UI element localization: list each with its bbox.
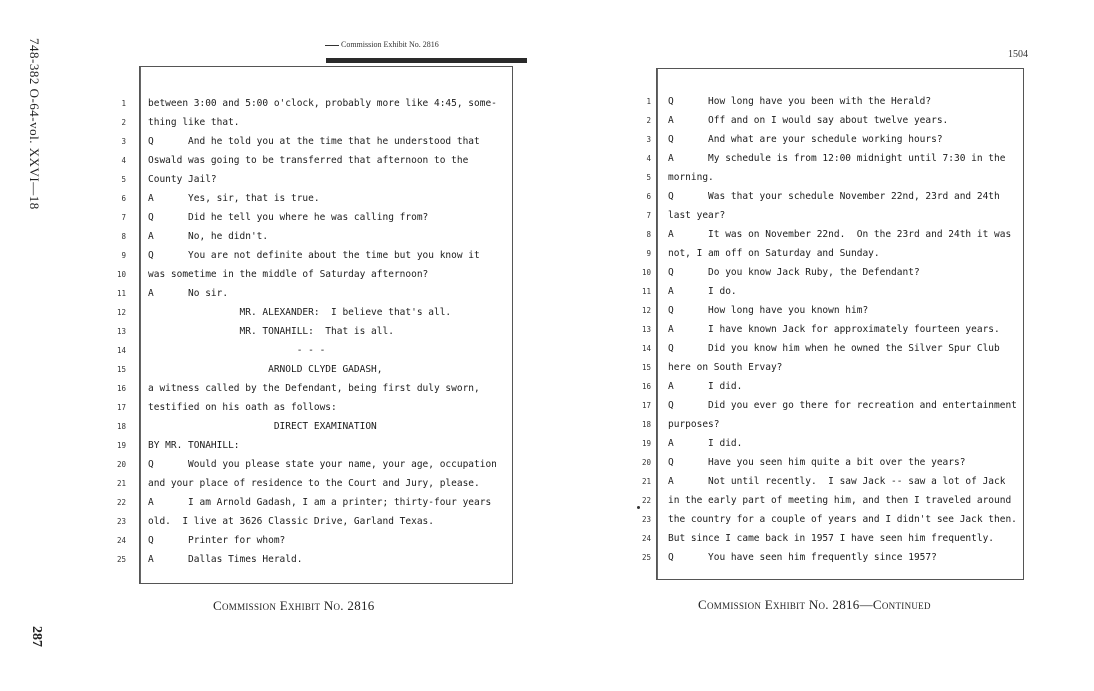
left-page-caption bbox=[213, 598, 375, 614]
transcript-line: old. I live at 3626 Classic Drive, Garland Texas. bbox=[148, 516, 434, 527]
transcript-line: A Not until recently. I saw Jack -- saw a lot of Jack bbox=[668, 476, 1006, 487]
line-number: 9 bbox=[646, 249, 651, 258]
line-number: 16 bbox=[116, 384, 126, 393]
transcript-line: A I am Arnold Gadash, I am a printer; thirty-four years bbox=[148, 497, 492, 508]
transcript-line: last year? bbox=[668, 210, 726, 221]
line-number: 15 bbox=[641, 363, 651, 372]
transcript-line: MR. ALEXANDER: I believe that's all. bbox=[148, 307, 452, 318]
transcript-line: Q You have seen him frequently since 1957? bbox=[668, 552, 937, 563]
volume-margin-note: 748-382 O-64-vol. XXVI—18 bbox=[27, 38, 42, 210]
line-number: 21 bbox=[641, 477, 651, 486]
transcript-line: thing like that. bbox=[148, 117, 240, 128]
transcript-line: BY MR. TONAHILL: bbox=[148, 440, 240, 451]
right-caption-text: Commission Exhibit No. 2816—Continued bbox=[698, 597, 931, 612]
transcript-line: and your place of residence to the Court and Jury, please. bbox=[148, 478, 480, 489]
line-number: 18 bbox=[641, 420, 651, 429]
transcript-line: Q Was that your schedule November 22nd, 23rd and 24th bbox=[668, 191, 1000, 202]
transcript-line: a witness called by the Defendant, being first duly sworn, bbox=[148, 383, 480, 394]
transcript-line: Q How long have you known him? bbox=[668, 305, 869, 316]
line-number: 25 bbox=[116, 555, 126, 564]
line-number: 20 bbox=[116, 460, 126, 469]
transcript-line: between 3:00 and 5:00 o'clock, probably more like 4:45, some- bbox=[148, 98, 497, 109]
transcript-line: ARNOLD CLYDE GADASH, bbox=[148, 364, 383, 375]
transcript-line: Q Did you ever go there for recreation and entertainment bbox=[668, 400, 1017, 411]
transcript-line: A I did. bbox=[668, 438, 743, 449]
left-page-margin-rule bbox=[140, 67, 141, 583]
line-number: 7 bbox=[121, 213, 126, 222]
line-number: 19 bbox=[641, 439, 651, 448]
transcript-line: A No sir. bbox=[148, 288, 229, 299]
line-number: 22 bbox=[641, 496, 651, 505]
margin-mark bbox=[637, 506, 640, 509]
transcript-line: morning. bbox=[668, 172, 714, 183]
line-number: 10 bbox=[641, 268, 651, 277]
line-number: 13 bbox=[116, 327, 126, 336]
line-number: 12 bbox=[116, 308, 126, 317]
right-page-margin-rule bbox=[657, 69, 658, 579]
line-number: 5 bbox=[121, 175, 126, 184]
transcript-line: in the early part of meeting him, and then I traveled around bbox=[668, 495, 1012, 506]
transcript-line: A No, he didn't. bbox=[148, 231, 269, 242]
line-number: 8 bbox=[121, 232, 126, 241]
line-number: 16 bbox=[641, 382, 651, 391]
line-number: 2 bbox=[121, 118, 126, 127]
transcript-line: Q How long have you been with the Herald? bbox=[668, 96, 932, 107]
transcript-line: the country for a couple of years and I didn't see Jack then. bbox=[668, 514, 1017, 525]
transcript-line: DIRECT EXAMINATION bbox=[148, 421, 377, 432]
left-page-header-title: Commission Exhibit No. 2816 bbox=[341, 40, 439, 49]
transcript-line: A I did. bbox=[668, 381, 743, 392]
line-number: 14 bbox=[116, 346, 126, 355]
transcript-line: not, I am off on Saturday and Sunday. bbox=[668, 248, 880, 259]
line-number: 13 bbox=[641, 325, 651, 334]
transcript-line: - - - bbox=[148, 345, 326, 356]
line-number: 15 bbox=[116, 365, 126, 374]
line-number: 18 bbox=[116, 422, 126, 431]
line-number: 9 bbox=[121, 251, 126, 260]
line-number: 4 bbox=[121, 156, 126, 165]
side-page-number: 287 bbox=[29, 626, 44, 647]
line-number: 4 bbox=[646, 154, 651, 163]
line-number: 12 bbox=[641, 306, 651, 315]
line-number: 1 bbox=[121, 99, 126, 108]
transcript-line: Q Printer for whom? bbox=[148, 535, 286, 546]
transcript-line: Q And he told you at the time that he understood that bbox=[148, 136, 480, 147]
line-number: 3 bbox=[646, 135, 651, 144]
transcript-line: Q You are not definite about the time but you know it bbox=[148, 250, 480, 261]
transcript-line: Q And what are your schedule working hours? bbox=[668, 134, 943, 145]
transcript-line: A I do. bbox=[668, 286, 737, 297]
transcript-line: A Dallas Times Herald. bbox=[148, 554, 303, 565]
transcript-line: purposes? bbox=[668, 419, 720, 430]
line-number: 7 bbox=[646, 211, 651, 220]
transcript-line: A My schedule is from 12:00 midnight until 7:30 in the bbox=[668, 153, 1006, 164]
line-number: 17 bbox=[641, 401, 651, 410]
right-page-caption bbox=[698, 597, 931, 613]
transcript-line: Q Do you know Jack Ruby, the Defendant? bbox=[668, 267, 920, 278]
line-number: 6 bbox=[121, 194, 126, 203]
right-page-number: 1504 bbox=[1008, 49, 1028, 60]
transcript-line: Q Did you know him when he owned the Silver Spur Club bbox=[668, 343, 1000, 354]
line-number: 24 bbox=[116, 536, 126, 545]
line-number: 20 bbox=[641, 458, 651, 467]
left-page-header bbox=[325, 40, 527, 49]
transcript-line: MR. TONAHILL: That is all. bbox=[148, 326, 394, 337]
line-number: 14 bbox=[641, 344, 651, 353]
line-number: 17 bbox=[116, 403, 126, 412]
transcript-line: Q Did he tell you where he was calling from? bbox=[148, 212, 429, 223]
line-number: 11 bbox=[641, 287, 651, 296]
transcript-line: Q Have you seen him quite a bit over the years? bbox=[668, 457, 966, 468]
transcript-line: Q Would you please state your name, your age, occupation bbox=[148, 459, 497, 470]
line-number: 1 bbox=[646, 97, 651, 106]
line-number: 21 bbox=[116, 479, 126, 488]
line-number: 11 bbox=[116, 289, 126, 298]
line-number: 8 bbox=[646, 230, 651, 239]
transcript-line: County Jail? bbox=[148, 174, 217, 185]
transcript-line: A Yes, sir, that is true. bbox=[148, 193, 320, 204]
transcript-line: was sometime in the middle of Saturday afternoon? bbox=[148, 269, 429, 280]
transcript-line: A I have known Jack for approximately fourteen years. bbox=[668, 324, 1000, 335]
transcript-line: here on South Ervay? bbox=[668, 362, 783, 373]
line-number: 19 bbox=[116, 441, 126, 450]
transcript-line: A It was on November 22nd. On the 23rd and 24th it was bbox=[668, 229, 1012, 240]
line-number: 6 bbox=[646, 192, 651, 201]
line-number: 23 bbox=[641, 515, 651, 524]
transcript-line: But since I came back in 1957 I have seen him frequently. bbox=[668, 533, 995, 544]
transcript-line: A Off and on I would say about twelve years. bbox=[668, 115, 949, 126]
line-number: 3 bbox=[121, 137, 126, 146]
transcript-line: testified on his oath as follows: bbox=[148, 402, 337, 413]
line-number: 10 bbox=[116, 270, 126, 279]
transcript-line: Oswald was going to be transferred that afternoon to the bbox=[148, 155, 469, 166]
line-number: 2 bbox=[646, 116, 651, 125]
line-number: 25 bbox=[641, 553, 651, 562]
line-number: 22 bbox=[116, 498, 126, 507]
line-number: 23 bbox=[116, 517, 126, 526]
header-rule bbox=[326, 58, 527, 63]
line-number: 24 bbox=[641, 534, 651, 543]
line-number: 5 bbox=[646, 173, 651, 182]
left-caption-text: Commission Exhibit No. 2816 bbox=[213, 598, 375, 613]
